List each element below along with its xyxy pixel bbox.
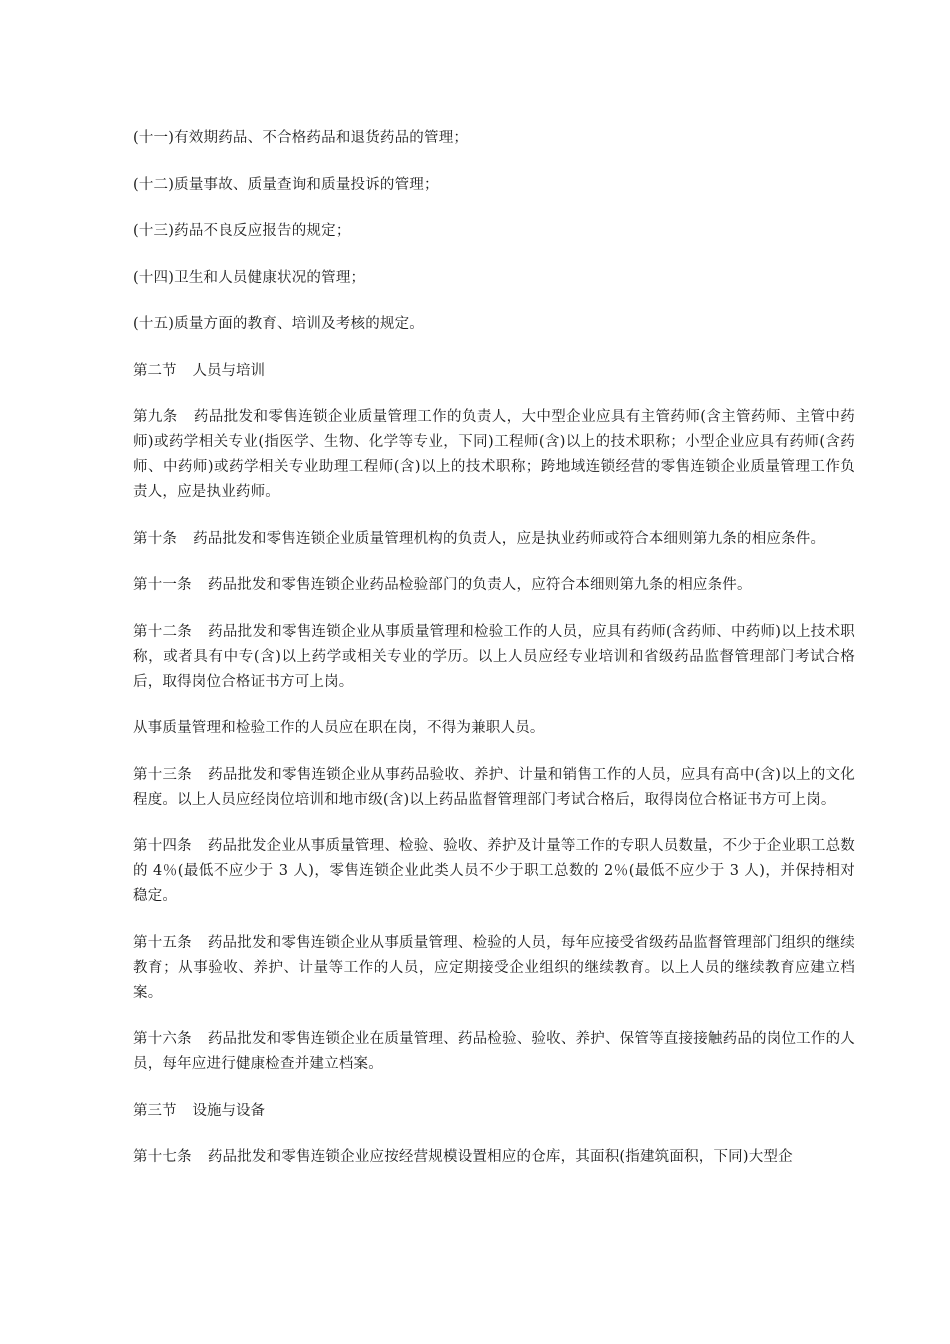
- list-item: (十二)质量事故、质量查询和质量投诉的管理；: [133, 176, 439, 193]
- article-number: 第九条: [133, 409, 178, 425]
- article-paragraph: [133, 763, 855, 813]
- article-paragraph: [133, 931, 855, 1006]
- list-item: (十四)卫生和人员健康状况的管理；: [133, 269, 366, 286]
- article-number: 第十二条: [133, 623, 193, 640]
- article-number: 第十三条: [133, 766, 193, 783]
- document-page: [133, 126, 855, 1192]
- list-item: (十五)质量方面的教育、培训及考核的规定。: [133, 316, 425, 332]
- article-paragraph: [133, 573, 855, 598]
- list-item: (十三)药品不良反应报告的规定；: [133, 223, 351, 239]
- article-text: 药品批发企业从事质量管理、检验、验收、养护及计量等工作的专职人员数量，不少于企业职工总数的 4％(最低不应少于 3 人)，零售连锁企业此类人员不少于职工总数的 2％(最低不应少于 3 人)，并保持相对稳定。: [133, 838, 855, 904]
- article-text: 药品批发和零售连锁企业在质量管理、药品检验、验收、养护、保管等直接接触药品的岗位工作的人员，每年应进行健康检查并建立档案。: [133, 1031, 855, 1072]
- section-title: 人员与培训: [192, 362, 265, 379]
- article-number: 第十四条: [133, 838, 192, 854]
- article-paragraph: [133, 527, 855, 552]
- section-title: 设施与设备: [192, 1102, 265, 1119]
- list-item: (十一)有效期药品、不合格药品和退货药品的管理；: [133, 130, 469, 146]
- article-number: 第十六条: [133, 1031, 192, 1047]
- article-paragraph: [133, 620, 855, 695]
- article-text: 药品批发和零售连锁企业从事质量管理和检验工作的人员，应具有药师(含药师、中药师)以上技术职称，或者具有中专(含)以上药学或相关专业的学历。以上人员应经专业培训和省级药品监督管理部门考试合格后，取得岗位合格证书方可上岗。: [133, 623, 855, 690]
- article-number: 第十七条: [133, 1149, 192, 1165]
- article-paragraph: [133, 1145, 855, 1170]
- article-number: 第十五条: [133, 934, 192, 951]
- article-number: 第十一条: [133, 577, 192, 593]
- article-paragraph: [133, 1027, 855, 1077]
- section-heading: [133, 1099, 855, 1124]
- section-number: 第三节: [133, 1102, 177, 1119]
- article-text: 药品批发和零售连锁企业质量管理机构的负责人，应是执业药师或符合本细则第九条的相应条件。: [193, 530, 826, 547]
- section-number: 第二节: [133, 362, 177, 379]
- article-text: 药品批发和零售连锁企业从事药品验收、养护、计量和销售工作的人员，应具有高中(含)以上的文化程度。以上人员应经岗位培训和地市级(含)以上药品监督管理部门考试合格后，取得岗位合格证书方可上岗。: [133, 766, 855, 808]
- article-text: 药品批发和零售连锁企业应按经营规模设置相应的仓库，其面积(指建筑面积，下同)大型企: [207, 1149, 793, 1165]
- article-paragraph: [133, 405, 855, 505]
- article-number: 第十条: [133, 530, 178, 547]
- section-heading: [133, 359, 855, 384]
- standalone-paragraph: 从事质量管理和检验工作的人员应在职在岗，不得为兼职人员。: [133, 720, 545, 736]
- article-text: 药品批发和零售连锁企业从事质量管理、检验的人员，每年应接受省级药品监督管理部门组织的继续教育；从事验收、养护、计量等工作的人员，应定期接受企业组织的继续教育。以上人员的继续教育应建立档案。: [133, 934, 855, 1001]
- article-text: 药品批发和零售连锁企业质量管理工作的负责人，大中型企业应具有主管药师(含主管药师、主管中药师)或药学相关专业(指医学、生物、化学等专业，下同)工程师(含)以上的技术职称；小型企业应具有药师(含药师、中药师)或药学相关专业助理工程师(含)以上的技术职称；跨地域连锁经营的零售连锁企业质量管理工作负责人，应是执业药师。: [133, 409, 855, 500]
- article-text: 药品批发和零售连锁企业药品检验部门的负责人，应符合本细则第九条的相应条件。: [207, 577, 752, 593]
- article-paragraph: [133, 834, 855, 909]
